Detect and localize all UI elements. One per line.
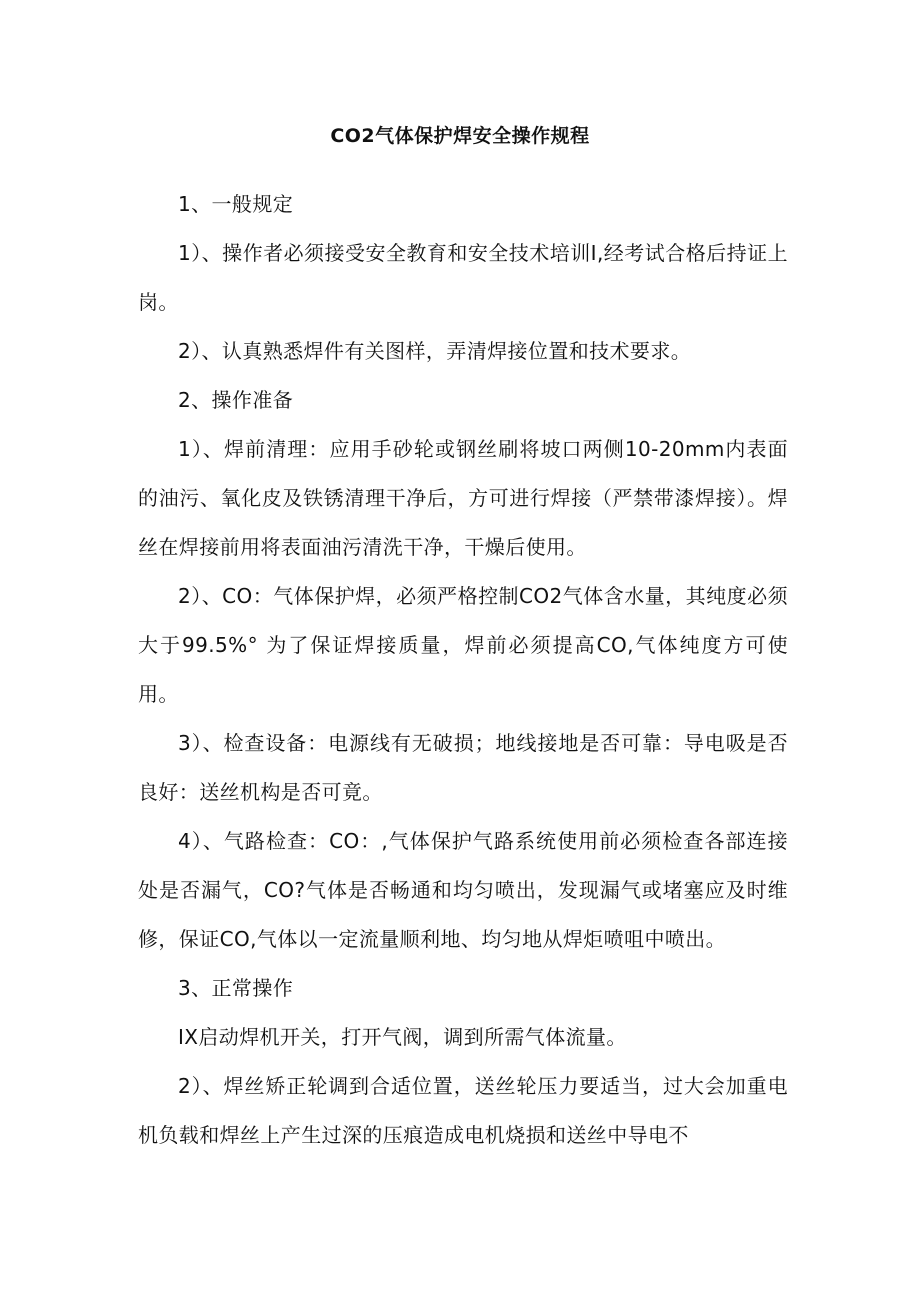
- paragraph-cleaning: 1）、焊前清理：应用手砂轮或钢丝刷将坡口两侧10-20mm内表面的油污、氧化皮及铁锈清理干净后，方可进行焊接（严禁带漆焊接）。焊丝在焊接前用将表面油污清洗干净，干燥后使用。: [138, 437, 788, 559]
- section-heading-preparation: 2、操作准备: [178, 388, 294, 412]
- document-body: [138, 180, 788, 1160]
- paragraph-start-welder: IX启动焊机开关，打开气阀，调到所需气体流量。: [178, 1025, 627, 1049]
- section-heading-general: 1、一般规定: [178, 192, 294, 216]
- paragraph-gas-check: 4）、气路检查：CO：,气体保护气路系统使用前必须检查各部连接处是否漏气，CO?气体是否畅通和均匀喷出，发现漏气或堵塞应及时维修，保证CO,气体以一定流量顺利地、均匀地从焊炬喷咀中喷出。: [138, 829, 788, 951]
- section-heading-operation: 3、正常操作: [178, 976, 294, 1000]
- paragraph-equipment-check: 3）、检查设备：电源线有无破损；地线接地是否可靠：导电吸是否良好：送丝机构是否可竟。: [138, 731, 788, 804]
- paragraph-co2-purity: 2）、CO：气体保护焊，必须严格控制CO2气体含水量，其纯度必须大于99.5%° 为了保证焊接质量，焊前必须提高CO,气体纯度方可使用。: [138, 584, 788, 706]
- paragraph-drawings: 2）、认真熟悉焊件有关图样，弄清焊接位置和技术要求。: [178, 339, 692, 363]
- paragraph-wire-feed: 2）、焊丝矫正轮调到合适位置，送丝轮压力要适当，过大会加重电机负载和焊丝上产生过深的压痕造成电机烧损和送丝中导电不: [138, 1074, 788, 1147]
- document-title: CO2气体保护焊安全操作规程: [330, 125, 590, 147]
- paragraph-training: 1）、操作者必须接受安全教育和安全技术培训I,经考试合格后持证上岗。: [138, 241, 788, 314]
